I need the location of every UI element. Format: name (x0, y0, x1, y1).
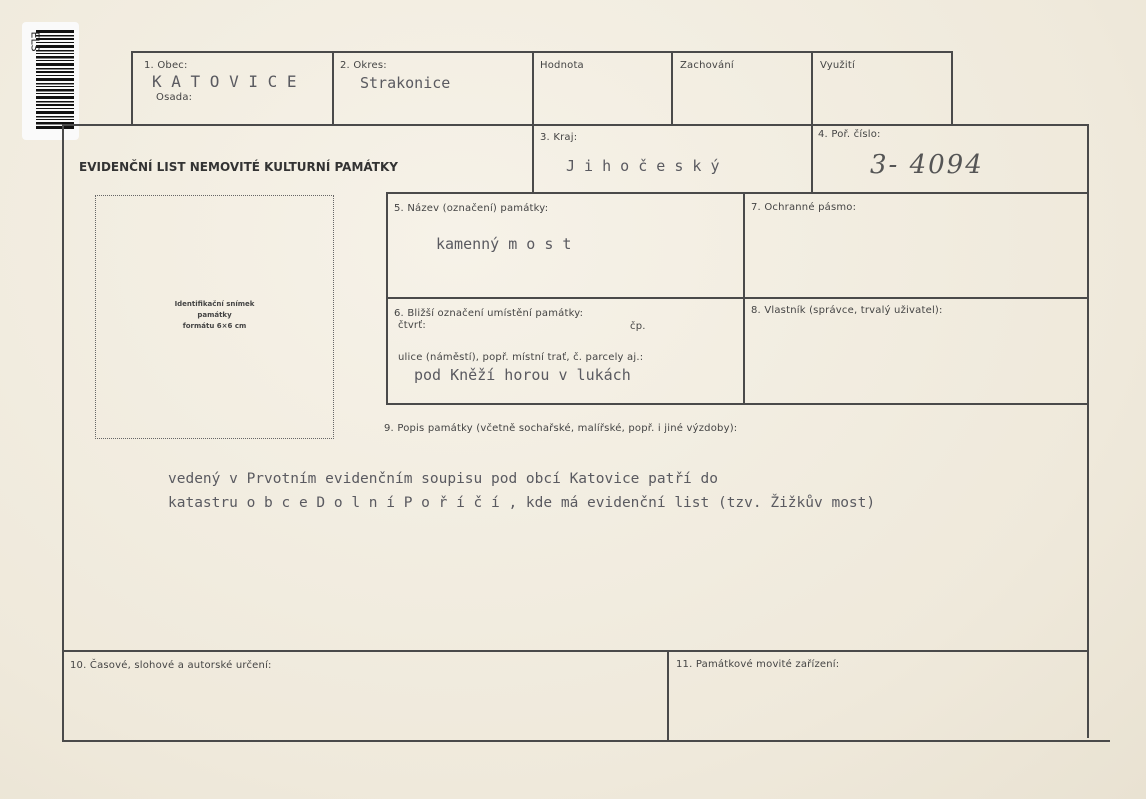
rule (386, 403, 1089, 405)
okres-label: 2. Okres: (340, 60, 387, 71)
rule (532, 124, 534, 192)
osada-label: Osada: (156, 92, 193, 103)
rule (532, 51, 534, 124)
nazev-label: 5. Název (označení) památky: (394, 203, 549, 214)
nazev-value: kamenný m o s t (436, 235, 572, 253)
ulice-label: ulice (náměstí), popř. místní trať, č. parcely aj.: (398, 352, 644, 363)
zachovani-label: Zachování (680, 60, 734, 71)
kraj-value: J i h o č e s k ý (566, 157, 720, 175)
barcode-icon (36, 28, 74, 132)
rule (671, 51, 673, 124)
kraj-label: 3. Kraj: (540, 132, 578, 143)
vyuziti-label: Využití (820, 60, 855, 71)
rule (62, 740, 1110, 742)
obec-label: 1. Obec: (144, 60, 188, 71)
photo-caption-line2: památky (197, 311, 232, 319)
hodnota-label: Hodnota (540, 60, 584, 71)
popis-line1: vedený v Prvotním evidenčním soupisu pod obcí Katovice patří do (168, 471, 718, 487)
rule (811, 124, 813, 192)
barcode-sticker (22, 22, 79, 140)
photo-placeholder (95, 195, 334, 439)
photo-caption-line3: formátu 6×6 cm (182, 322, 247, 330)
ochranne-pasmo-label: 7. Ochranné pásmo: (751, 202, 857, 213)
rule (1087, 124, 1089, 738)
vlastnik-label: 8. Vlastník (správce, trvalý uživatel): (751, 305, 943, 316)
rule (386, 297, 1089, 299)
casove-label: 10. Časové, slohové a autorské určení: (70, 660, 272, 671)
form-title: EVIDENČNÍ LIST NEMOVITÉ KULTURNÍ PAMÁTKY (79, 160, 398, 174)
popis-line2: katastru o b c e D o l n í P o ř í č í , kde má evidenční list (tzv. Žižkův most) (168, 495, 876, 511)
rule (131, 51, 952, 53)
ulice-value: pod Kněží horou v lukách (414, 366, 631, 384)
ctvrt-label: čtvrť: (398, 320, 426, 331)
rule (131, 51, 133, 124)
rule (667, 650, 669, 740)
barcode-code: ELS (28, 31, 42, 52)
okres-value: Strakonice (360, 74, 451, 92)
por-cislo-label: 4. Poř. číslo: (818, 129, 881, 140)
photo-caption-line1: Identifikační snímek (174, 300, 255, 308)
obec-value: K A T O V I C E (152, 72, 297, 91)
rule (386, 192, 1089, 194)
popis-label: 9. Popis památky (včetně sochařské, malířské, popř. i jiné výzdoby): (384, 423, 738, 434)
rule (811, 51, 813, 124)
rule (332, 51, 334, 124)
umisteni-label: 6. Bližší označení umístění památky: (394, 308, 584, 319)
cp-label: čp. (630, 321, 646, 332)
rule (951, 51, 953, 124)
rule (62, 124, 1089, 126)
rule (62, 650, 1089, 652)
por-cislo-value: 3- 4094 (870, 150, 984, 180)
pamatkove-label: 11. Památkové movité zařízení: (676, 659, 840, 670)
